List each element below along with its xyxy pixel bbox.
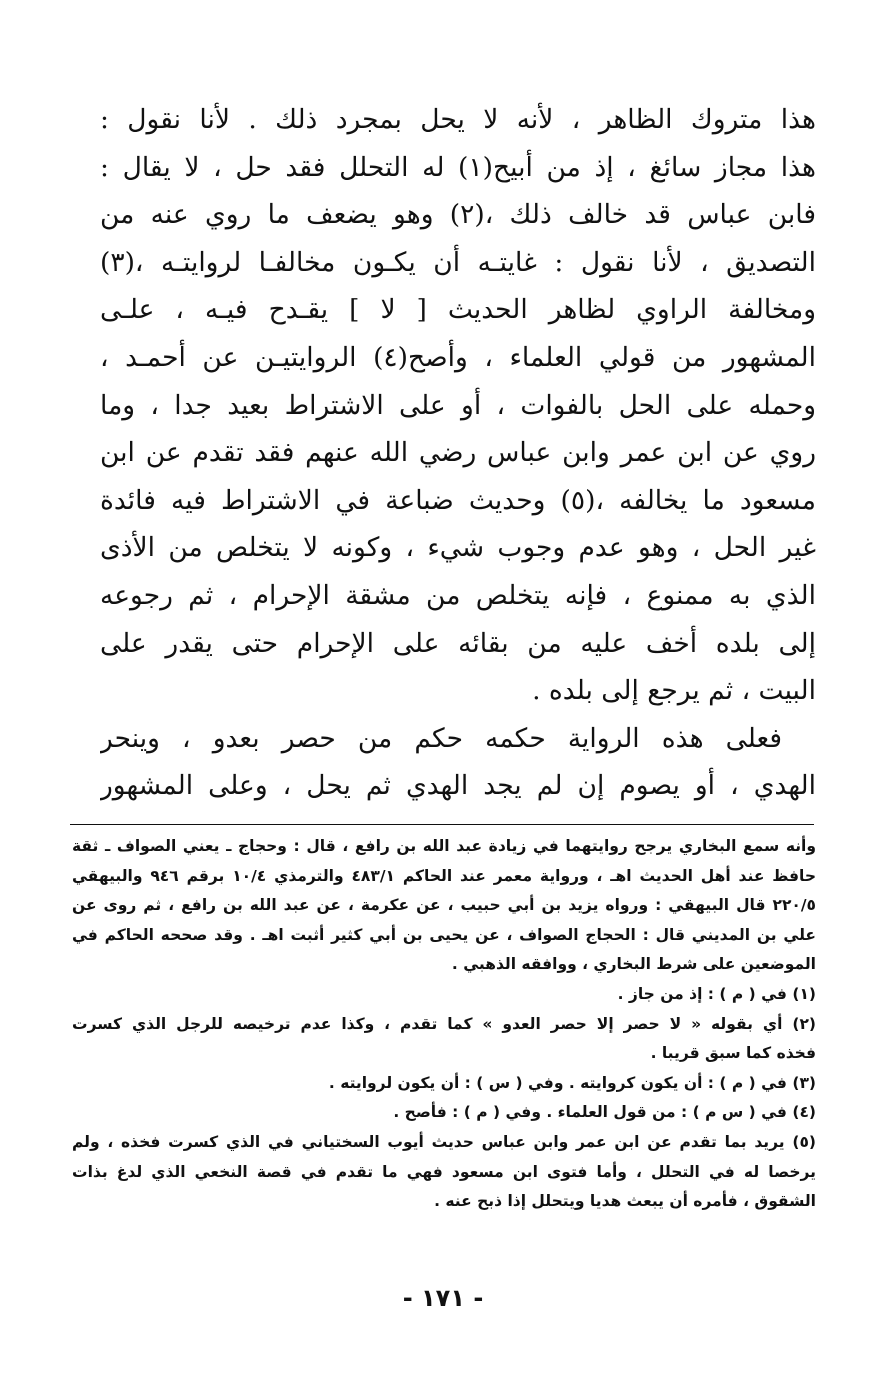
- footnote-line: حافظ عند أهل الحديث اهـ ، ورواية معمر عند الحاكم ٤٨٣/١ والترمذي ١٠/٤ برقم ٩٤٦ والبيهقي: [72, 866, 816, 885]
- main-text-line: هذا مجاز سائغ ، إذ من أبيح(١) له التحلل فقد حل ، لا يقال :: [100, 151, 816, 183]
- footnote-line: (٥) يريد بما تقدم عن ابن عمر وابن عباس حديث أيوب السختياني في الذي كسرت فخذه ، ولم: [72, 1132, 816, 1151]
- main-text-line: التصديق ، لأنا نقول : غايتـه أن يكـون مخالفـا لروايتـه ،(٣): [100, 246, 816, 278]
- main-text-line: مسعود ما يخالفه ،(٥) وحديث ضباعة في الاشتراط فيه فائدة: [100, 484, 816, 516]
- footnote-line: (٢) أي بقوله « لا حصر إلا حصر العدو » كما تقدم ، وكذا عدم ترخيصه للرجل الذي كسرت: [72, 1014, 816, 1033]
- main-text-line: فعلى هذه الرواية حكمه حكم من حصر بعدو ، وينحر: [100, 722, 782, 754]
- main-text-line: غير الحل ، وهو عدم وجوب شيء ، وكونه لا يتخلص من الأذى: [100, 532, 816, 564]
- footnote-line: الشقوق ، فأمره أن يبعث هديا ويتحلل إذا ذبح عنه .: [434, 1192, 816, 1211]
- main-text-line: إلى بلده أخف عليه من بقائه على الإحرام حتى يقدر على: [100, 627, 816, 659]
- footnote-line: (١) في ( م ) : إذ من جاز .: [617, 984, 816, 1003]
- main-text-line: ومخالفة الراوي لظاهر الحديث [ لا ] يقـدح فيـه ، علـى: [100, 294, 816, 326]
- footnote-line: وأنه سمع البخاري يرجح روايتهما في زيادة عبد الله بن رافع ، قال : وحجاج ـ يعني الصواف ـ ثقة: [72, 837, 816, 855]
- main-text-line: فابن عباس قد خالف ذلك ،(٢) وهو يضعف ما روي عنه من: [100, 199, 816, 231]
- footnotes-block: [72, 832, 816, 1217]
- main-text-block: [100, 96, 816, 810]
- main-text-line: الهدي ، أو يصوم إن لم يجد الهدي ثم يحل ، وعلى المشهور: [100, 770, 816, 802]
- main-text-line: وحمله على الحل بالفوات ، أو على الاشتراط بعيد جدا ، وما: [100, 389, 816, 421]
- main-text-line: روي عن ابن عمر وابن عباس رضي الله عنهم فقد تقدم عن ابن: [100, 437, 816, 469]
- footnote-line: الموضعين على شرط البخاري ، ووافقه الذهبي .: [451, 955, 816, 974]
- main-text-line: الذي به ممنوع ، فإنه يتخلص من مشقة الإحرام ، ثم رجوعه: [100, 579, 816, 611]
- main-text-line: هذا متروك الظاهر ، لأنه لا يحل بمجرد ذلك . لأنا نقول :: [100, 104, 816, 135]
- footnote-line: (٣) في ( م ) : أن يكون كروايته . وفي ( س ) : أن يكون لروايته .: [328, 1073, 816, 1092]
- page-number: - ١٧١ -: [402, 1284, 484, 1312]
- footnote-line: يرخصا له في التحلل ، وأما فتوى ابن مسعود فهي ما تقدم في قصة النخعي الذي لدغ بذات: [72, 1162, 816, 1181]
- footnote-line: (٤) في ( س م ) : من قول العلماء . وفي ( م ) : فأصح .: [393, 1103, 816, 1122]
- footnote-divider: [70, 824, 814, 825]
- footnote-line: ٢٢٠/٥ قال البيهقي : ورواه يزيد بن أبي حبيب ، عن عكرمة ، عن عبد الله بن رافع ، ثم روى عن: [72, 896, 816, 915]
- footnote-line: علي بن المديني قال : الحجاج الصواف ، عن يحيى بن أبي كثير أثبت اهـ . وقد صححه الحاكم في: [72, 925, 816, 944]
- main-text-line: المشهور من قولي العلماء ، وأصح(٤) الروايتيـن عن أحمـد ،: [100, 341, 816, 373]
- footnote-line: فخذه كما سبق قريبا .: [650, 1044, 816, 1063]
- main-text-line: البيت ، ثم يرجع إلى بلده .: [532, 675, 816, 707]
